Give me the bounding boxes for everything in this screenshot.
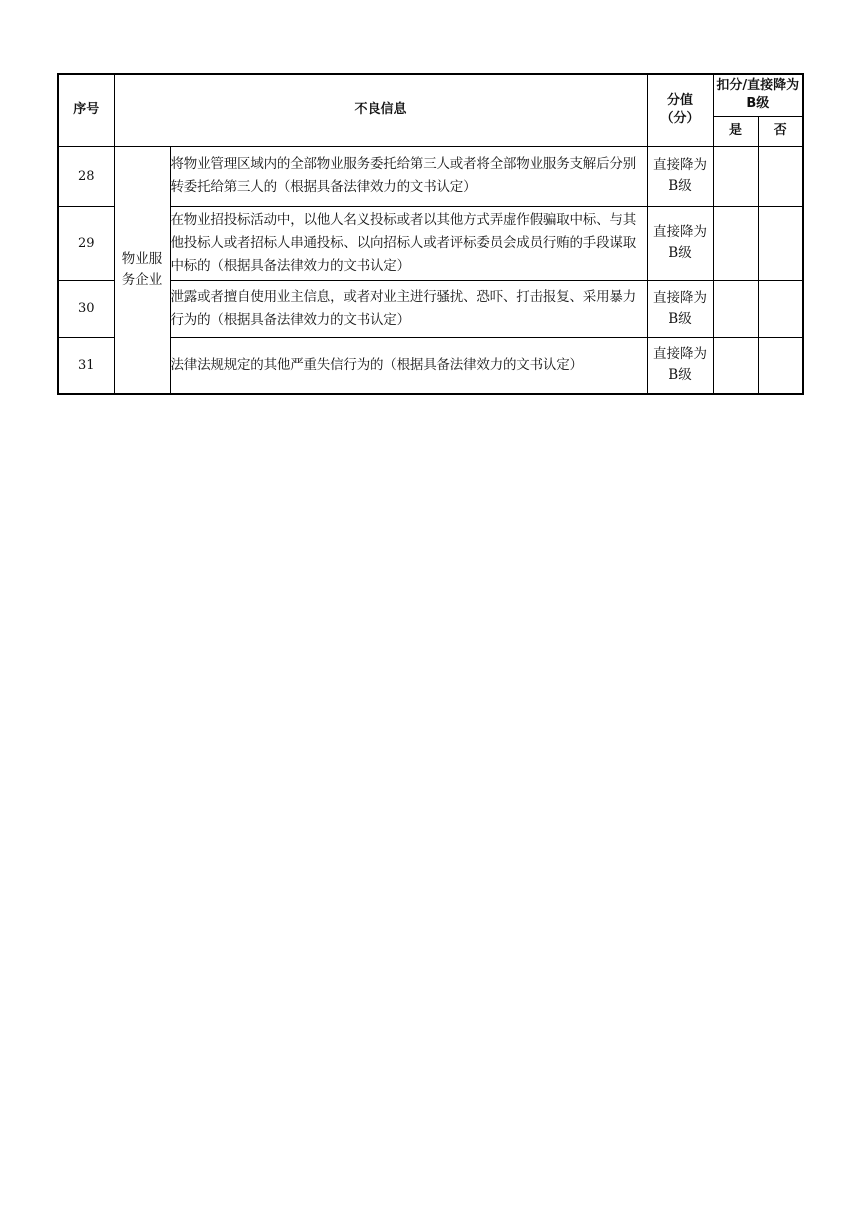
row-yes-cell[interactable] — [713, 146, 758, 206]
table-row — [58, 206, 803, 280]
table-row — [58, 146, 803, 206]
header-no: 否 — [758, 116, 803, 146]
row-description: 法律法规规定的其他严重失信行为的（根据具备法律效力的文书认定） — [170, 337, 647, 394]
header-yes: 是 — [713, 116, 758, 146]
bad-info-table — [57, 73, 804, 395]
row-index: 28 — [58, 146, 114, 206]
row-score-line2: B级 — [668, 245, 692, 261]
table-row — [58, 280, 803, 337]
row-yes-cell[interactable] — [713, 337, 758, 394]
row-score-line2: B级 — [668, 178, 692, 194]
row-no-cell[interactable] — [758, 337, 803, 394]
category-line1: 物业服 — [121, 250, 163, 267]
row-score-line1: 直接降为 — [653, 346, 708, 363]
header-score-line2: （分） — [660, 111, 700, 127]
row-score — [647, 337, 713, 394]
header-score-line1: 分值 — [667, 93, 694, 109]
row-score-line1: 直接降为 — [653, 157, 708, 173]
row-no-cell[interactable] — [758, 280, 803, 337]
category-line2: 务企业 — [121, 271, 163, 288]
row-score-line2: B级 — [668, 310, 692, 327]
row-score — [647, 206, 713, 280]
row-score-line1: 直接降为 — [653, 224, 708, 240]
category-cell — [114, 146, 170, 394]
header-index: 序号 — [58, 74, 114, 146]
row-description: 将物业管理区域内的全部物业服务委托给第三人或者将全部物业服务支解后分别转委托给第三人的（根据具备法律效力的文书认定） — [170, 146, 647, 206]
row-score-line2: B级 — [668, 367, 692, 384]
header-bad-info: 不良信息 — [114, 74, 647, 146]
row-score-line1: 直接降为 — [653, 289, 708, 306]
row-index: 30 — [58, 280, 114, 337]
row-index: 29 — [58, 206, 114, 280]
row-index: 31 — [58, 337, 114, 394]
row-no-cell[interactable] — [758, 206, 803, 280]
row-yes-cell[interactable] — [713, 280, 758, 337]
row-no-cell[interactable] — [758, 146, 803, 206]
row-score — [647, 280, 713, 337]
header-score — [647, 74, 713, 146]
row-description: 在物业招投标活动中，以他人名义投标或者以其他方式弄虚作假骗取中标、与其他投标人或者招标人串通投标、以向招标人或者评标委员会成员行贿的手段谋取中标的（根据具备法律效力的文书认定） — [170, 206, 647, 280]
header-deduct: 扣分/直接降为B级 — [713, 74, 803, 116]
row-yes-cell[interactable] — [713, 206, 758, 280]
table-row — [58, 337, 803, 394]
row-score — [647, 146, 713, 206]
row-description: 泄露或者擅自使用业主信息，或者对业主进行骚扰、恐吓、打击报复、采用暴力行为的（根据具备法律效力的文书认定） — [170, 280, 647, 337]
